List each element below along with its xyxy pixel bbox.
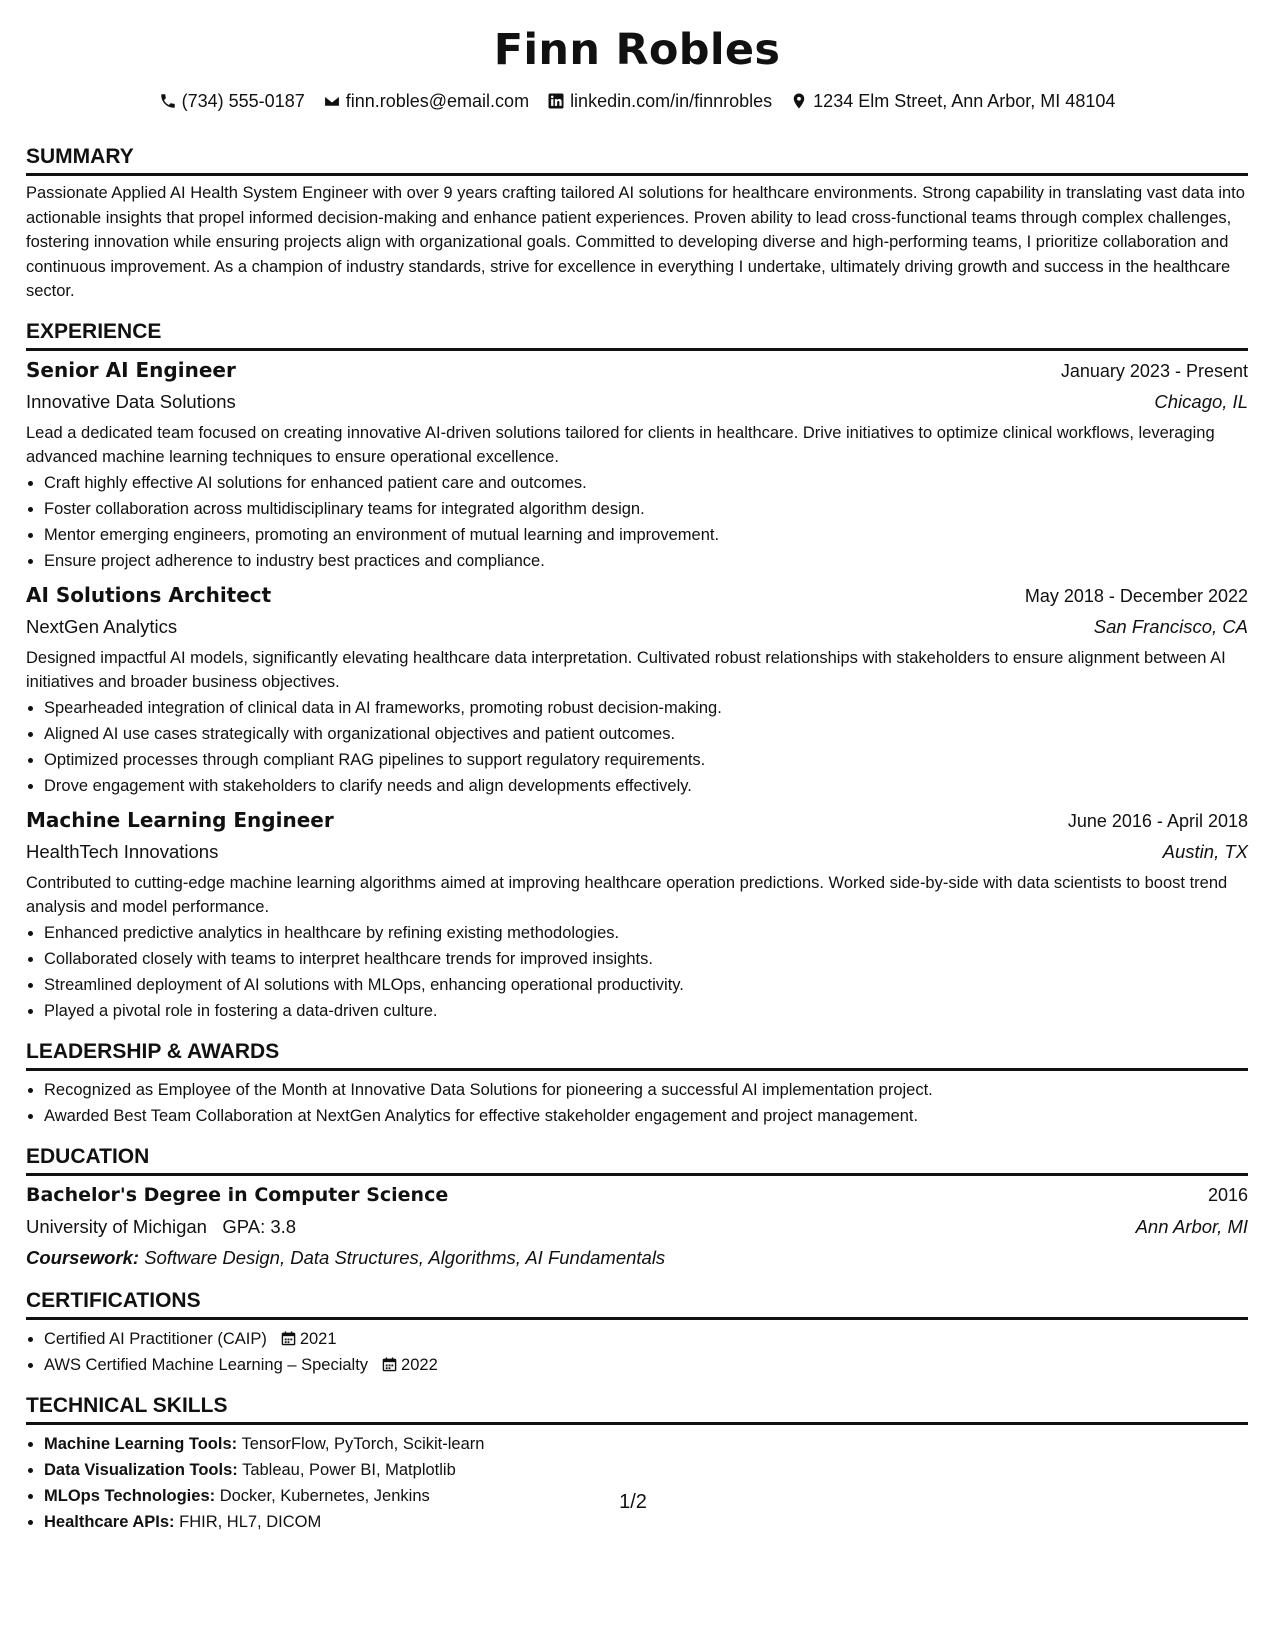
list-item: • Foster collaboration across multidisciplinary teams for integrated algorithm design. bbox=[44, 496, 1248, 522]
email-text[interactable]: finn.robles@email.com bbox=[345, 90, 530, 111]
contact-email[interactable] bbox=[323, 91, 529, 112]
experience-section bbox=[26, 318, 1248, 1024]
calendar-icon bbox=[281, 1331, 296, 1346]
job-description: Contributed to cutting-edge machine learning algorithms aimed at improving healthcare operation predictions. Worked side-by-side with data scientists to boost trend analysis and model performance. bbox=[26, 873, 1228, 916]
job-entry bbox=[26, 580, 1248, 799]
job-company: HealthTech Innovations bbox=[26, 840, 219, 862]
section-title-skills: TECHNICAL SKILLS bbox=[26, 1392, 1248, 1425]
skill-label: Data Visualization Tools: bbox=[44, 1460, 238, 1479]
education-school-line bbox=[26, 1211, 296, 1242]
cert-name: • AWS Certified Machine Learning – Specialty bbox=[44, 1355, 369, 1374]
job-dates: June 2016 - April 2018 bbox=[1067, 810, 1248, 831]
contact-address bbox=[790, 91, 1115, 112]
education-year: 2016 bbox=[1207, 1184, 1248, 1205]
section-title-education: EDUCATION bbox=[26, 1143, 1248, 1176]
job-bullets bbox=[26, 470, 1248, 574]
list-item: • Streamlined deployment of AI solutions with MLOps, enhancing operational productivity. bbox=[44, 972, 1248, 998]
job-location: Austin, TX bbox=[1162, 840, 1248, 862]
list-item bbox=[44, 1326, 1248, 1352]
education-section bbox=[26, 1143, 1248, 1273]
leadership-section bbox=[26, 1038, 1248, 1129]
list-item: • Drove engagement with stakeholders to clarify needs and align developments effectively. bbox=[44, 773, 1248, 799]
list-item: • Awarded Best Team Collaboration at NextGen Analytics for effective stakeholder engagement and project management. bbox=[44, 1103, 1248, 1129]
job-company: Innovative Data Solutions bbox=[26, 390, 236, 412]
education-coursework bbox=[26, 1242, 1248, 1273]
skill-label: MLOps Technologies: bbox=[44, 1486, 216, 1505]
list-item: • Played a pivotal role in fostering a data-driven culture. bbox=[44, 998, 1248, 1024]
job-description: Designed impactful AI models, significantly elevating healthcare data interpretation. Cultivated robust relationships with stakeholders to ensure alignment between AI initiatives and broader business objectives. bbox=[26, 648, 1226, 691]
skill-value: Tableau, Power BI, Matplotlib bbox=[242, 1460, 456, 1479]
list-item bbox=[44, 1457, 1248, 1483]
job-description: Lead a dedicated team focused on creating innovative AI-driven solutions tailored for clients in healthcare. Drive initiatives to optimize clinical workflows, leveraging advanced machine learning techniques to ensure operational excellence. bbox=[26, 423, 1215, 466]
job-bullets bbox=[26, 920, 1248, 1024]
cert-year: 2022 bbox=[401, 1355, 438, 1374]
skill-value: FHIR, HL7, DICOM bbox=[179, 1512, 322, 1531]
education-degree: Bachelor's Degree in Computer Science bbox=[26, 1183, 449, 1206]
education-school: University of Michigan bbox=[26, 1215, 207, 1237]
phone-icon bbox=[159, 92, 177, 110]
coursework-text: Software Design, Data Structures, Algorithms, AI Fundamentals bbox=[144, 1246, 666, 1268]
job-bullets bbox=[26, 695, 1248, 799]
job-title: Machine Learning Engineer bbox=[26, 807, 334, 832]
resume-page bbox=[26, 0, 1248, 1535]
job-title: AI Solutions Architect bbox=[26, 582, 272, 607]
section-title-certifications: CERTIFICATIONS bbox=[26, 1287, 1248, 1320]
contact-bar bbox=[26, 89, 1248, 113]
phone-text: (734) 555-0187 bbox=[181, 90, 305, 111]
page-number: 1/2 bbox=[619, 1491, 647, 1513]
list-item: • Spearheaded integration of clinical data in AI frameworks, promoting robust decision-making. bbox=[44, 695, 1248, 721]
address-text: 1234 Elm Street, Ann Arbor, MI 48104 bbox=[813, 90, 1116, 111]
job-dates: January 2023 - Present bbox=[1060, 360, 1248, 381]
section-title-experience: EXPERIENCE bbox=[26, 318, 1248, 351]
coursework-label: Coursework: bbox=[26, 1246, 140, 1268]
list-item: • Craft highly effective AI solutions for enhanced patient care and outcomes. bbox=[44, 470, 1248, 496]
job-dates: May 2018 - December 2022 bbox=[1024, 585, 1248, 606]
certifications-list bbox=[26, 1326, 1248, 1378]
skill-label: Healthcare APIs: bbox=[44, 1512, 175, 1531]
certifications-section bbox=[26, 1287, 1248, 1378]
section-title-summary: SUMMARY bbox=[26, 143, 1248, 176]
job-entry bbox=[26, 805, 1248, 1024]
linkedin-icon bbox=[547, 92, 565, 110]
summary-text: Passionate Applied AI Health System Engineer with over 9 years crafting tailored AI solutions for healthcare environments. Strong capability in translating vast data into actionable insights that propel informed decision-making and enhance patient experiences. Proven ability to lead cross-functional teams through complex challenges, fostering innovation while ensuring projects align with organizational goals. Committed to developing diverse and high-performing teams, I prioritize collaboration and continuous improvement. As a champion of industry standards, strive for excellence in everything I undertake, ultimately driving growth and success in the healthcare sector. bbox=[26, 184, 1245, 300]
list-item: • Ensure project adherence to industry best practices and compliance. bbox=[44, 548, 1248, 574]
candidate-name: Finn Robles bbox=[493, 25, 781, 75]
education-gpa: GPA: 3.8 bbox=[222, 1215, 297, 1237]
list-item: • Collaborated closely with teams to interpret healthcare trends for improved insights. bbox=[44, 946, 1248, 972]
contact-linkedin[interactable] bbox=[547, 91, 772, 112]
list-item: • Enhanced predictive analytics in healthcare by refining existing methodologies. bbox=[44, 920, 1248, 946]
summary-section bbox=[26, 143, 1248, 304]
job-title: Senior AI Engineer bbox=[26, 357, 236, 382]
job-location: Chicago, IL bbox=[1154, 390, 1248, 412]
list-item: • Mentor emerging engineers, promoting an environment of mutual learning and improvement. bbox=[44, 522, 1248, 548]
job-location: San Francisco, CA bbox=[1093, 615, 1248, 637]
list-item bbox=[44, 1352, 1248, 1378]
cert-year: 2021 bbox=[299, 1329, 337, 1348]
leadership-list bbox=[26, 1077, 1248, 1129]
contact-phone bbox=[159, 91, 305, 112]
skills-list bbox=[26, 1431, 1248, 1535]
skill-label: Machine Learning Tools: bbox=[44, 1434, 238, 1453]
calendar-icon bbox=[382, 1357, 397, 1372]
list-item: • Aligned AI use cases strategically with organizational objectives and patient outcomes. bbox=[44, 721, 1248, 747]
job-entry bbox=[26, 355, 1248, 574]
list-item: • Optimized processes through compliant RAG pipelines to support regulatory requirements. bbox=[44, 747, 1248, 773]
section-title-leadership: LEADERSHIP & AWARDS bbox=[26, 1038, 1248, 1071]
envelope-icon bbox=[323, 92, 341, 110]
skill-value: TensorFlow, PyTorch, Scikit-learn bbox=[241, 1434, 485, 1453]
job-company: NextGen Analytics bbox=[26, 615, 178, 637]
skill-value: Docker, Kubernetes, Jenkins bbox=[219, 1486, 430, 1505]
education-location: Ann Arbor, MI bbox=[1135, 1215, 1248, 1237]
map-pin-icon bbox=[790, 92, 808, 110]
linkedin-text[interactable]: linkedin.com/in/finnrobles bbox=[570, 90, 773, 111]
list-item: • Recognized as Employee of the Month at Innovative Data Solutions for pioneering a successful AI implementation project. bbox=[44, 1077, 1248, 1103]
cert-name: • Certified AI Practitioner (CAIP) bbox=[44, 1329, 267, 1348]
list-item bbox=[44, 1431, 1248, 1457]
